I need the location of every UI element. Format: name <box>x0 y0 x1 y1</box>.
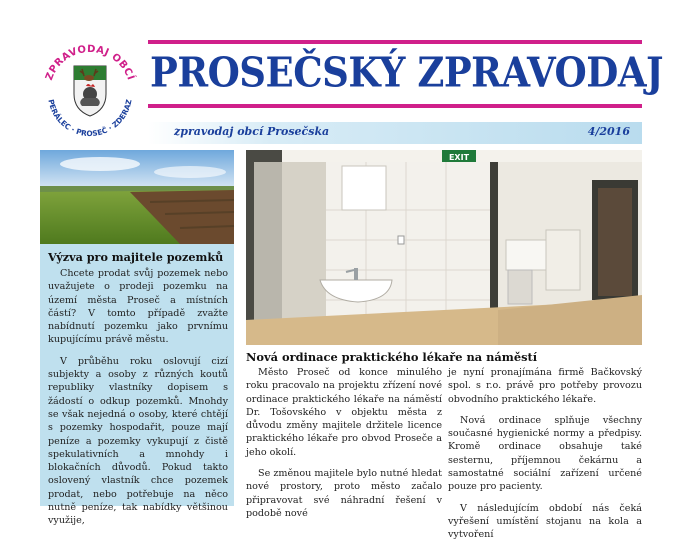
article-paragraph: V následujícím období nás čeká vyřešení umístění stojanu na kola a vytvoření <box>448 502 642 541</box>
field-photo <box>40 150 234 244</box>
exit-sign: EXIT <box>448 153 470 162</box>
sidebar-box <box>40 150 234 527</box>
ordinance-photo <box>246 150 642 345</box>
sidebar-paragraph: Chcete prodat svůj pozemek nebo uvažujete o prodeji pozemku na území města Proseč a místních částí? V tomto případě zvažte nabídnutí pozemku jako prvnímu kupujícímu právě městu. <box>48 268 228 346</box>
title-rule-bottom <box>148 104 642 108</box>
sidebar-heading: Výzva pro majitele pozemků <box>48 250 224 264</box>
article-heading: Nová ordinace praktického lékaře na náměstí <box>246 350 538 364</box>
article-paragraph: Se změnou majitele bylo nutné hledat nové prostory, proto město začalo připravovat své náhradní řešení v podobě nové <box>246 468 442 519</box>
newsletter-subtitle: zpravodaj obcí Prosečska <box>174 125 330 138</box>
newsletter-title: PROSEČSKÝ ZPRAVODAJ <box>150 47 664 97</box>
newsletter-logo <box>38 36 142 140</box>
subheader-band <box>148 122 642 144</box>
sidebar-paragraph: V průběhu roku oslovují cizí subjekty a osoby z různých koutů republiky vlastníky dopisem s žádostí o odkup pozemků. Mnohdy se však nejedná o osoby, které chtějí s pozemky hospodařit, pouze mají peníze a pozemky vykupují z čistě spekulativních a mnohdy i blokačních důvodů. Pokud takto oslovený vlastník chce pozemek prodat, nebo potřebuje na něco nutně peníze, tak nabídky většinou využije, <box>48 355 228 527</box>
article-paragraph: Nová ordinace splňuje všechny současné hygienické normy a předpisy. Kromě ordinace obsahuje také sesternu, příjemnou čekárnu a samostatné sociální zařízení určené pouze pro pacienty. <box>448 414 642 493</box>
issue-number: 4/2016 <box>587 125 630 138</box>
logo-text-bottom: PERÁLEC · PROSEČ · ZDERAZ <box>46 98 134 139</box>
article-column-right <box>448 366 642 550</box>
logo-text-top: ZPRAVODAJ OBCÍ <box>43 43 137 82</box>
sidebar-body <box>48 267 228 536</box>
article-paragraph: je nyní pronajímána firmě Bačkovský spol. s r.o. právě pro potřeby provozu obvodního praktického lékaře. <box>448 367 642 405</box>
article-paragraph: Město Proseč od konce minulého roku pracovalo na projektu zřízení nové ordinace praktického lékaře na náměstí Dr. Tošovského v objektu města z důvodu změny majitele držitele licence praktického lékaře pro obvod Proseče a jeho okolí. <box>246 367 442 458</box>
article-column-left <box>246 366 442 528</box>
